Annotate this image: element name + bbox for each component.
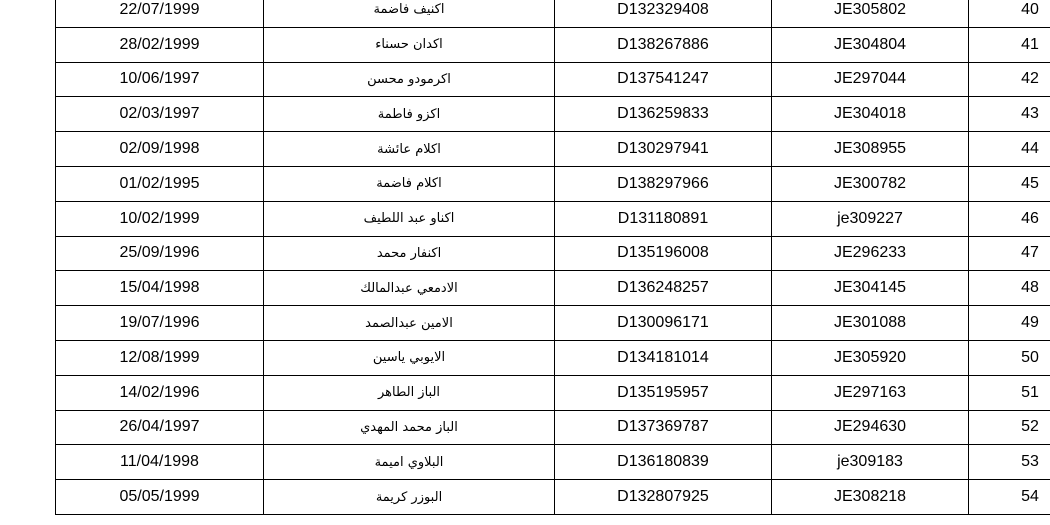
birth-date-cell: 19/07/1996 [56,306,264,341]
table-row [56,62,1050,97]
student-code-cell: JE304018 [772,97,969,132]
student-name-cell: البلاوي اميمة [264,445,555,480]
student-name-cell: اكزو فاطمة [264,97,555,132]
student-code-cell: JE305920 [772,340,969,375]
row-number-cell: 47 [969,236,1050,271]
student-code-cell: je309183 [772,445,969,480]
table-row [56,306,1050,341]
student-table-container [55,0,1039,515]
row-number-cell: 48 [969,271,1050,306]
birth-date-cell: 22/07/1999 [56,0,264,27]
row-number-cell: 54 [969,480,1050,515]
student-table [55,0,1050,515]
student-name-cell: اكنيف فاضمة [264,0,555,27]
student-name-cell: اكلام عائشة [264,132,555,167]
cne-cell: D135196008 [555,236,772,271]
student-code-cell: JE296233 [772,236,969,271]
row-number-cell: 53 [969,445,1050,480]
student-code-cell: JE308218 [772,480,969,515]
table-row [56,410,1050,445]
birth-date-cell: 01/02/1995 [56,166,264,201]
student-name-cell: اكدان حسناء [264,27,555,62]
table-row [56,0,1050,27]
table-row [56,97,1050,132]
student-name-cell: اكنفار محمد [264,236,555,271]
student-code-cell: JE304145 [772,271,969,306]
student-code-cell: JE308955 [772,132,969,167]
student-name-cell: الادمعي عبدالمالك [264,271,555,306]
student-name-cell: اكلام فاضمة [264,166,555,201]
row-number-cell: 45 [969,166,1050,201]
row-number-cell: 46 [969,201,1050,236]
student-code-cell: JE300782 [772,166,969,201]
cne-cell: D134181014 [555,340,772,375]
cne-cell: D132807925 [555,480,772,515]
cne-cell: D136259833 [555,97,772,132]
student-code-cell: JE297163 [772,375,969,410]
row-number-cell: 52 [969,410,1050,445]
student-name-cell: اكناو عبد اللطيف [264,201,555,236]
row-number-cell: 44 [969,132,1050,167]
birth-date-cell: 28/02/1999 [56,27,264,62]
student-code-cell: JE297044 [772,62,969,97]
cne-cell: D135195957 [555,375,772,410]
birth-date-cell: 10/06/1997 [56,62,264,97]
cne-cell: D132329408 [555,0,772,27]
table-row [56,236,1050,271]
row-number-cell: 40 [969,0,1050,27]
student-name-cell: البوزر كريمة [264,480,555,515]
row-number-cell: 43 [969,97,1050,132]
cne-cell: D130297941 [555,132,772,167]
row-number-cell: 42 [969,62,1050,97]
table-row [56,166,1050,201]
cne-cell: D130096171 [555,306,772,341]
birth-date-cell: 14/02/1996 [56,375,264,410]
student-code-cell: JE294630 [772,410,969,445]
student-name-cell: الايوبي ياسين [264,340,555,375]
cne-cell: D138297966 [555,166,772,201]
birth-date-cell: 05/05/1999 [56,480,264,515]
student-name-cell: الباز محمد المهدي [264,410,555,445]
table-row [56,271,1050,306]
row-number-cell: 41 [969,27,1050,62]
table-row [56,201,1050,236]
cne-cell: D136180839 [555,445,772,480]
birth-date-cell: 25/09/1996 [56,236,264,271]
student-code-cell: JE304804 [772,27,969,62]
cne-cell: D131180891 [555,201,772,236]
cne-cell: D136248257 [555,271,772,306]
birth-date-cell: 02/03/1997 [56,97,264,132]
cne-cell: D137541247 [555,62,772,97]
cne-cell: D138267886 [555,27,772,62]
student-name-cell: الباز الطاهر [264,375,555,410]
student-name-cell: اكرمودو محسن [264,62,555,97]
student-code-cell: JE301088 [772,306,969,341]
birth-date-cell: 02/09/1998 [56,132,264,167]
student-table-body [56,0,1050,514]
row-number-cell: 49 [969,306,1050,341]
birth-date-cell: 26/04/1997 [56,410,264,445]
row-number-cell: 50 [969,340,1050,375]
cne-cell: D137369787 [555,410,772,445]
student-code-cell: JE305802 [772,0,969,27]
table-row [56,340,1050,375]
table-row [56,445,1050,480]
table-row [56,27,1050,62]
birth-date-cell: 11/04/1998 [56,445,264,480]
student-code-cell: je309227 [772,201,969,236]
birth-date-cell: 12/08/1999 [56,340,264,375]
birth-date-cell: 10/02/1999 [56,201,264,236]
row-number-cell: 51 [969,375,1050,410]
birth-date-cell: 15/04/1998 [56,271,264,306]
student-name-cell: الامين عبدالصمد [264,306,555,341]
table-row [56,132,1050,167]
table-row [56,375,1050,410]
table-row [56,480,1050,515]
